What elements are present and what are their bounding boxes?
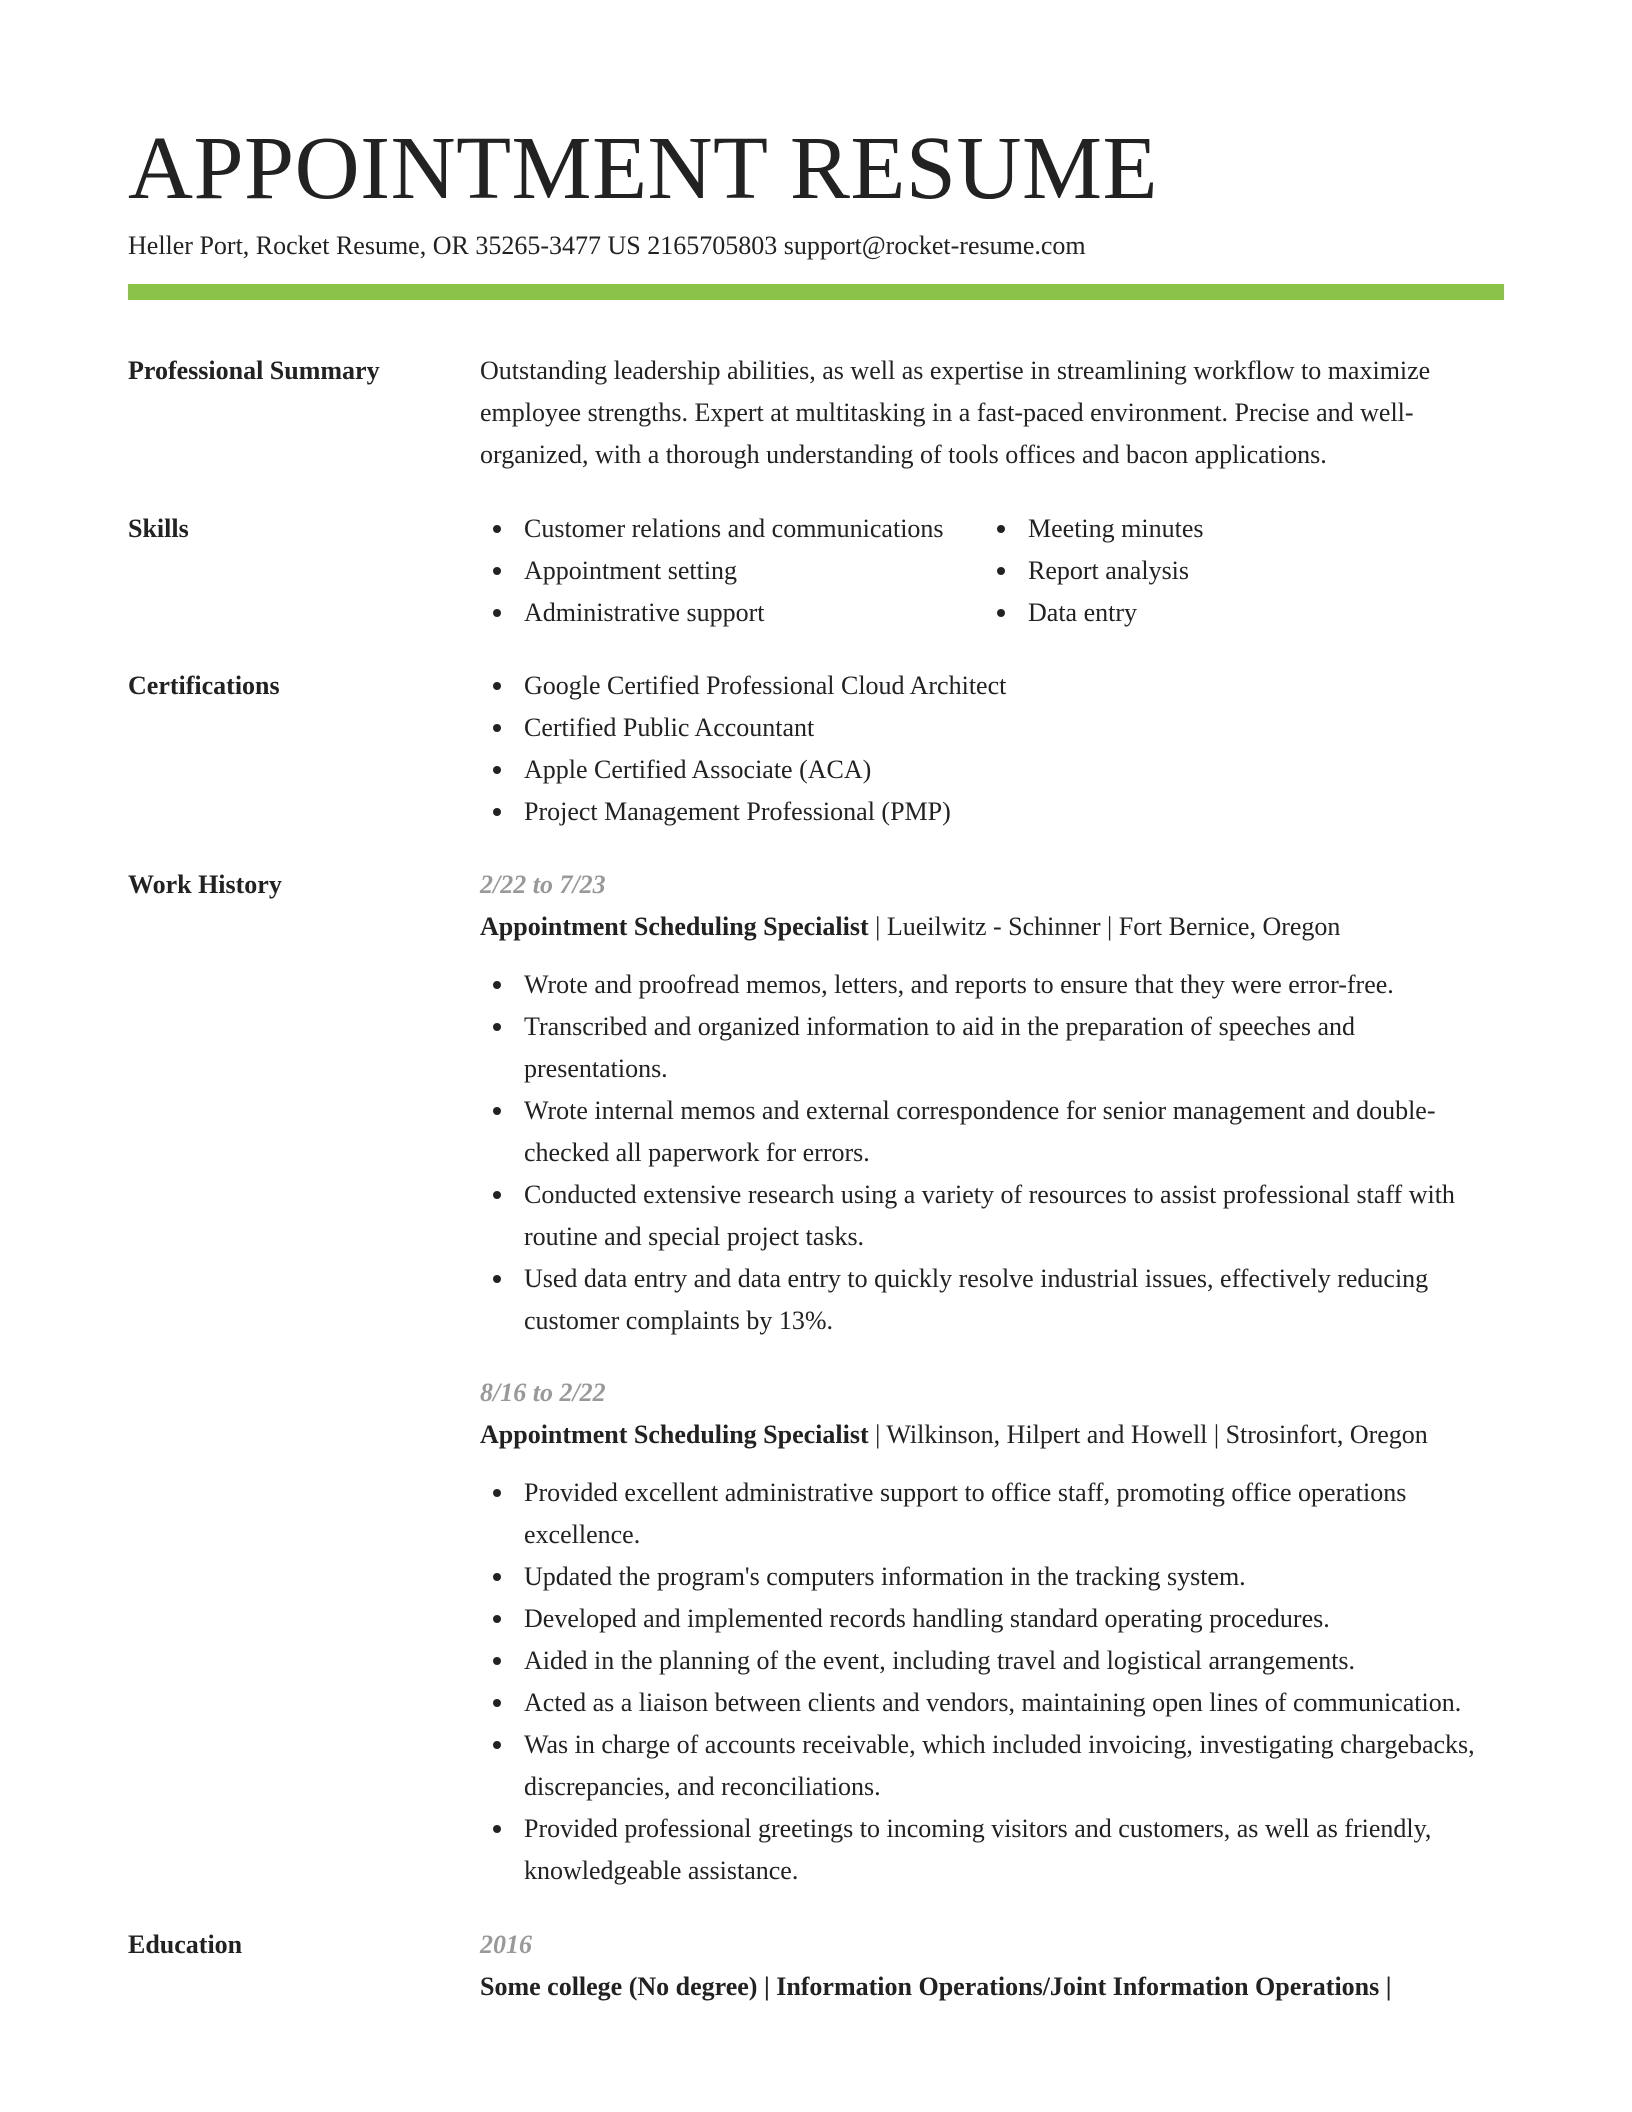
responsibility-item: Used data entry and data entry to quickly resolve industrial issues, effectively reducing customer complaints by 13%. bbox=[480, 1258, 1504, 1342]
certification-item: Google Certified Professional Cloud Architect bbox=[480, 665, 1504, 707]
certification-item: Project Management Professional (PMP) bbox=[480, 791, 1504, 833]
job-entry bbox=[480, 864, 1504, 1342]
resume-name: APPOINTMENT RESUME bbox=[128, 119, 1158, 218]
skills-column-left bbox=[480, 508, 984, 634]
job-details: | Lueilwitz - Schinner | Fort Bernice, Oregon bbox=[868, 912, 1341, 941]
section-label: Education bbox=[128, 1930, 243, 1959]
section-label: Work History bbox=[128, 870, 282, 899]
certifications-section bbox=[128, 665, 1504, 833]
responsibility-item: Transcribed and organized information to aid in the preparation of speeches and presentations. bbox=[480, 1006, 1504, 1090]
job-title-line bbox=[480, 1414, 1504, 1456]
contact-info: Heller Port, Rocket Resume, OR 35265-3477 US 2165705803 support@rocket-resume.com bbox=[128, 231, 1086, 260]
responsibility-item: Conducted extensive research using a variety of resources to assist professional staff with routine and special project tasks. bbox=[480, 1174, 1504, 1258]
skill-item: Meeting minutes bbox=[984, 508, 1504, 550]
skill-item: Data entry bbox=[984, 592, 1504, 634]
job-dates: 2/22 to 7/23 bbox=[480, 870, 606, 899]
section-label: Professional Summary bbox=[128, 356, 380, 385]
certification-item: Apple Certified Associate (ACA) bbox=[480, 749, 1504, 791]
responsibility-item: Was in charge of accounts receivable, which included invoicing, investigating chargebacks, discrepancies, and reconciliations. bbox=[480, 1724, 1504, 1808]
section-label: Skills bbox=[128, 514, 189, 543]
responsibility-item: Wrote internal memos and external correspondence for senior management and double-checked all paperwork for errors. bbox=[480, 1090, 1504, 1174]
skills-list bbox=[480, 508, 1504, 634]
responsibility-item: Updated the program's computers information in the tracking system. bbox=[480, 1556, 1504, 1598]
summary-section bbox=[128, 350, 1504, 476]
job-entry bbox=[480, 1372, 1504, 1892]
responsibility-item: Provided excellent administrative support to office staff, promoting office operations excellence. bbox=[480, 1472, 1504, 1556]
skill-item: Report analysis bbox=[984, 550, 1504, 592]
job-title: Appointment Scheduling Specialist bbox=[480, 1420, 869, 1449]
job-title-line bbox=[480, 906, 1504, 948]
header-divider bbox=[128, 284, 1504, 300]
section-label: Certifications bbox=[128, 671, 280, 700]
education-degree: Some college (No degree) | Information Operations/Joint Information Operations | bbox=[480, 1972, 1392, 2001]
certifications-list bbox=[480, 665, 1504, 833]
skill-item: Appointment setting bbox=[480, 550, 984, 592]
summary-text: Outstanding leadership abilities, as well as expertise in streamlining workflow to maximize employee strengths. Expert at multitasking in a fast-paced environment. Precise and well-organized, with a thorough understanding of tools offices and bacon applications. bbox=[480, 356, 1431, 469]
job-title: Appointment Scheduling Specialist bbox=[480, 912, 869, 941]
responsibility-item: Developed and implemented records handling standard operating procedures. bbox=[480, 1598, 1504, 1640]
skill-item: Customer relations and communications bbox=[480, 508, 984, 550]
job-responsibilities bbox=[480, 964, 1504, 1342]
skill-item: Administrative support bbox=[480, 592, 984, 634]
responsibility-item: Provided professional greetings to incoming visitors and customers, as well as friendly, knowledgeable assistance. bbox=[480, 1808, 1504, 1892]
responsibility-item: Acted as a liaison between clients and vendors, maintaining open lines of communication. bbox=[480, 1682, 1504, 1724]
certification-item: Certified Public Accountant bbox=[480, 707, 1504, 749]
responsibility-item: Wrote and proofread memos, letters, and reports to ensure that they were error-free. bbox=[480, 964, 1504, 1006]
education-section bbox=[128, 1924, 1504, 2008]
skills-column-right bbox=[984, 508, 1504, 634]
work-history-section bbox=[128, 864, 1504, 1892]
job-details: | Wilkinson, Hilpert and Howell | Strosinfort, Oregon bbox=[868, 1420, 1428, 1449]
job-dates: 8/16 to 2/22 bbox=[480, 1378, 606, 1407]
education-date: 2016 bbox=[480, 1930, 532, 1959]
responsibility-item: Aided in the planning of the event, including travel and logistical arrangements. bbox=[480, 1640, 1504, 1682]
skills-section bbox=[128, 508, 1504, 634]
job-responsibilities bbox=[480, 1472, 1504, 1892]
